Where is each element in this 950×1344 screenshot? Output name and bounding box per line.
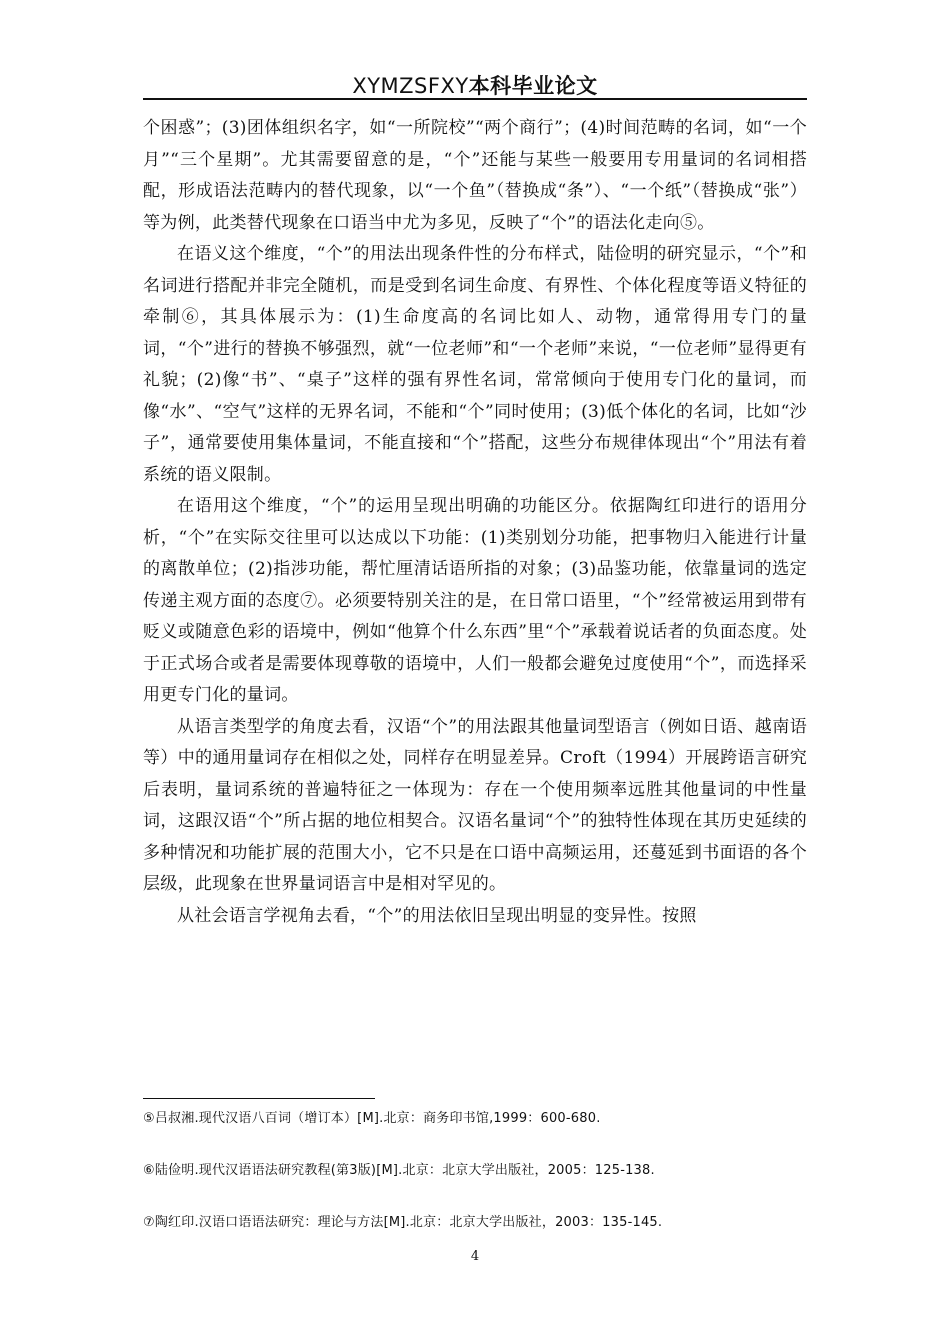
paragraph-sociolinguistic: 从社会语言学视角去看，“个”的用法依旧呈现出明显的变异性。按照 [177,905,697,926]
footnote-divider [143,1098,375,1099]
paragraph-semantic: 在语义这个维度，“个”的用法出现条件性的分布样式，陆俭明的研究显示，“个”和名词进行搭配并非完全随机，而是受到名词生命度、有界性、个体化程度等语义特征的牵制⑥，其具体展示为：(1)生命度高的名词比如人、动物，通常得用专门的量词，“个”进行的替换不够强烈，就“一位老师”和“一个老师”来说，“一位老师”显得更有礼貌；(2)像“书”、“桌子”这样的强有界性名词，常常倾向于使用专门化的量词，而像“水”、“空气”这样的无界名词，不能和“个”同时使用；(3)低个体化的名词，比如“沙子”，通常要使用集体量词，不能直接和“个”搭配，这些分布规律体现出“个”用法有着系统的语义限制。 [143,244,807,485]
footnote-7: ⑦陶红印.汉语口语语法研究：理论与方法[M].北京：北京大学出版社，2003：135-145. [143,1215,663,1230]
page-header-title [0,70,950,100]
header-divider [143,98,807,100]
footnote-6: ⑥陆俭明.现代汉语语法研究教程(第3版)[M].北京：北京大学出版社，2005：125-138. [143,1163,655,1178]
footnote-5: ⑤吕叔湘.现代汉语八百词（增订本）[M].北京：商务印书馆,1999：600-680. [143,1111,601,1126]
header-title-cn: 本科毕业论文 [468,74,598,98]
header-title-latin: XYMZSFXY [352,74,469,98]
page-number: 4 [470,1249,480,1264]
paragraph-pragmatic: 在语用这个维度，“个”的运用呈现出明确的功能区分。依据陶红印进行的语用分析，“个”在实际交往里可以达成以下功能：(1)类别划分功能，把事物归入能进行计量的离散单位；(2)指涉功能，帮忙厘清话语所指的对象；(3)品鉴功能，依靠量词的选定传递主观方面的态度⑦。必须要特别关注的是，在日常口语里，“个”经常被运用到带有贬义或随意色彩的语境中，例如“他算个什么东西”里“个”承载着说话者的负面态度。处于正式场合或者是需要体现尊敬的语境中，人们一般都会避免过度使用“个”，而选择采用更专门化的量词。 [143,496,807,705]
body-text [143,113,807,932]
paragraph-typology: 从语言类型学的角度去看，汉语“个”的用法跟其他量词型语言（例如日语、越南语等）中的通用量词存在相似之处，同样存在明显差异。Croft（1994）开展跨语言研究后表明，量词系统的普遍特征之一体现为：存在一个使用频率远胜其他量词的中性量词，这跟汉语“个”所占据的地位相契合。汉语名量词“个”的独特性体现在其历史延续的多种情况和功能扩展的范围大小，它不只是在口语中高频运用，还蔓延到书面语的各个层级，此现象在世界量词语言中是相对罕见的。 [143,716,807,894]
paragraph-continued: 个困惑”；(3)团体组织名字，如“一所院校”“两个商行”；(4)时间范畴的名词，如“一个月”“三个星期”。尤其需要留意的是，“个”还能与某些一般要用专用量词的名词相搭配，形成语法范畴内的替代现象，以“一个鱼”（替换成“条”）、“一个纸”（替换成“张”）等为例，此类替代现象在口语当中尤为多见，反映了“个”的语法化走向⑤。 [143,118,807,233]
